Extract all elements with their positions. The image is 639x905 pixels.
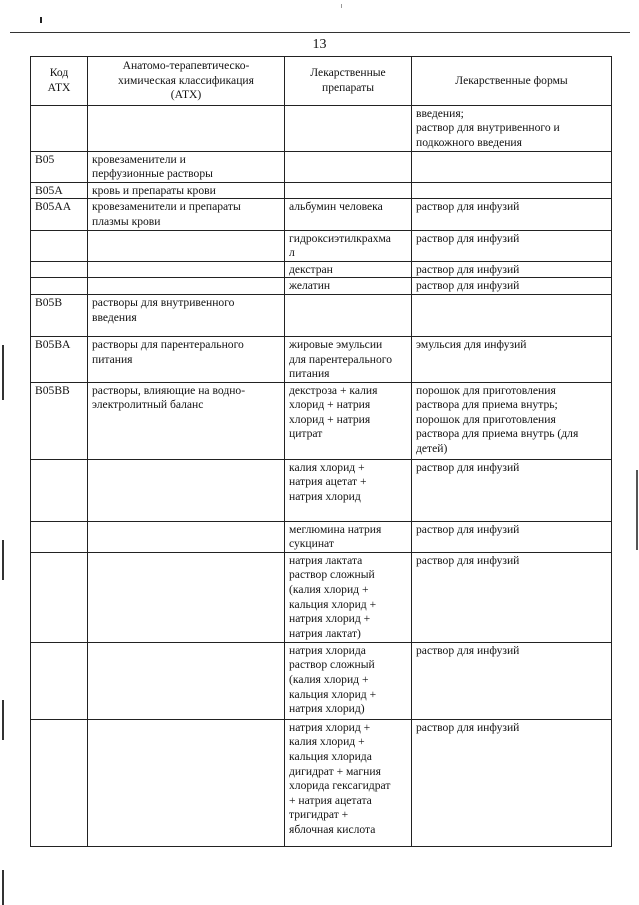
cell-text-line: натрия ацетат +	[289, 475, 367, 489]
atc-name-cell	[88, 294, 285, 336]
dosage-form-cell	[412, 294, 612, 336]
cell-text-line: натрия лактат)	[289, 626, 361, 640]
cell-text-line: питания	[92, 352, 133, 366]
cell-text-line: порошок для приготовления	[416, 412, 556, 426]
cell-text-line: растворы для внутривенного	[92, 295, 235, 309]
table-row	[31, 105, 612, 151]
drug-cell	[285, 552, 412, 642]
dosage-form-cell	[412, 552, 612, 642]
atc-name-cell	[88, 642, 285, 719]
atc-code-cell	[31, 151, 88, 182]
atc-name-cell	[88, 382, 285, 459]
cell-text-line: B05BB	[35, 383, 70, 397]
cell-text-line: B05BA	[35, 337, 71, 351]
header-text-line: Лекарственные формы	[455, 73, 568, 87]
atc-name-cell	[88, 230, 285, 261]
cell-text-line: детей)	[416, 442, 448, 456]
cell-text-line: раствор для инфузий	[416, 262, 520, 276]
cell-text-line: (калия хлорид +	[289, 583, 369, 597]
cell-text-line: раствор для инфузий	[416, 200, 520, 214]
table-header-row	[31, 57, 612, 106]
cell-text-line: B05B	[35, 295, 63, 309]
header-text-line: (АТХ)	[170, 88, 202, 102]
table-row	[31, 261, 612, 278]
dosage-form-cell	[412, 336, 612, 382]
table-row	[31, 382, 612, 459]
cell-text-line: калия хлорид +	[289, 460, 365, 474]
header-text-line: химическая классификация	[118, 73, 254, 87]
table-row	[31, 199, 612, 230]
atc-name-cell	[88, 182, 285, 199]
header-text-line: Лекарственные	[310, 66, 386, 80]
cell-text-line: порошок для приготовления	[416, 383, 556, 397]
dosage-form-cell	[412, 199, 612, 230]
cell-text-line: л	[289, 246, 295, 260]
atc-code-cell	[31, 719, 88, 846]
atc-code-cell	[31, 230, 88, 261]
scan-edge-mark	[2, 345, 4, 400]
cell-text-line: введения;	[416, 106, 464, 120]
cell-text-line: натрия хлорида	[289, 643, 366, 657]
table-row	[31, 294, 612, 336]
dosage-form-cell	[412, 459, 612, 521]
cell-text-line: кальция хлорид +	[289, 687, 377, 701]
dosage-form-cell	[412, 719, 612, 846]
atc-code-cell	[31, 459, 88, 521]
cell-text-line: дигидрат + магния	[289, 764, 381, 778]
table-row	[31, 552, 612, 642]
atc-name-cell	[88, 151, 285, 182]
header-code	[31, 57, 88, 106]
drug-cell	[285, 105, 412, 151]
cell-text-line: раствора для приема внутрь (для	[416, 427, 579, 441]
cell-text-line: хлорид + натрия	[289, 398, 371, 412]
cell-text-line: раствор для инфузий	[416, 553, 520, 567]
dosage-form-cell	[412, 261, 612, 278]
scan-edge-mark	[2, 540, 4, 580]
cell-text-line: введения	[92, 310, 137, 324]
cell-text-line: раствор для инфузий	[416, 720, 520, 734]
drug-cell	[285, 261, 412, 278]
table-row	[31, 230, 612, 261]
cell-text-line: для парентерального	[289, 352, 393, 366]
header-drugs	[285, 57, 412, 106]
cell-text-line: B05AA	[35, 200, 72, 214]
scan-edge-mark	[2, 870, 4, 905]
cell-text-line: раствор для инфузий	[416, 643, 520, 657]
drug-cell	[285, 182, 412, 199]
cell-text-line: питания	[289, 367, 330, 381]
dosage-form-cell	[412, 230, 612, 261]
header-text-line: Код	[49, 66, 69, 80]
cell-text-line: яблочная кислота	[289, 823, 376, 837]
cell-text-line: растворы, влияющие на водно-	[92, 383, 246, 397]
cell-text-line: эмульсия для инфузий	[416, 337, 527, 351]
table-body	[31, 105, 612, 846]
atc-code-cell	[31, 642, 88, 719]
atc-name-cell	[88, 105, 285, 151]
cell-text-line: кровь и препараты крови	[92, 183, 216, 197]
cell-text-line: альбумин человека	[289, 200, 383, 214]
cell-text-line: натрия лактата	[289, 553, 363, 567]
cell-text-line: декстроза + калия	[289, 383, 378, 397]
cell-text-line: кальция хлорид +	[289, 597, 377, 611]
cell-text-line: тригидрат +	[289, 808, 349, 822]
atc-code-cell	[31, 182, 88, 199]
drug-cell	[285, 230, 412, 261]
dosage-form-cell	[412, 182, 612, 199]
atc-code-cell	[31, 521, 88, 552]
table-row	[31, 719, 612, 846]
cell-text-line: натрия хлорид	[289, 489, 361, 503]
drug-cell	[285, 294, 412, 336]
table-row	[31, 642, 612, 719]
cell-text-line: перфузионные растворы	[92, 167, 213, 181]
cell-text-line: раствор для внутривенного и	[416, 121, 560, 135]
dosage-form-cell	[412, 278, 612, 295]
cell-text-line: кровезаменители и препараты	[92, 200, 241, 214]
cell-text-line: сукцинат	[289, 537, 334, 551]
cell-text-line: хлорид + натрия	[289, 412, 371, 426]
cell-text-line: раствор для инфузий	[416, 231, 520, 245]
atc-code-cell	[31, 261, 88, 278]
cell-text-line: хлорида гексагидрат	[289, 779, 391, 793]
cell-text-line: растворы для парентерального	[92, 337, 244, 351]
atc-table	[30, 56, 612, 847]
drug-cell	[285, 336, 412, 382]
cell-text-line: + натрия ацетата	[289, 793, 372, 807]
cell-text-line: кальция хлорида	[289, 750, 372, 764]
atc-code-cell	[31, 336, 88, 382]
dosage-form-cell	[412, 642, 612, 719]
header-dosage-forms	[412, 57, 612, 106]
drug-cell	[285, 278, 412, 295]
dosage-form-cell	[412, 521, 612, 552]
dosage-form-cell	[412, 105, 612, 151]
atc-name-cell	[88, 521, 285, 552]
cell-text-line: натрия хлорид +	[289, 720, 371, 734]
cell-text-line: (калия хлорид +	[289, 673, 369, 687]
cell-text-line: меглюмина натрия	[289, 522, 382, 536]
drug-cell	[285, 382, 412, 459]
dosage-form-cell	[412, 382, 612, 459]
cell-text-line: жировые эмульсии	[289, 337, 383, 351]
cell-text-line: плазмы крови	[92, 214, 161, 228]
header-atc-classification	[88, 57, 285, 106]
table-row	[31, 278, 612, 295]
scan-edge-mark	[636, 470, 638, 550]
cell-text-line: раствор для инфузий	[416, 460, 520, 474]
cell-text-line: раствор сложный	[289, 568, 375, 582]
atc-code-cell	[31, 382, 88, 459]
cell-text-line: гидроксиэтилкрахма	[289, 231, 391, 245]
table-row	[31, 459, 612, 521]
table-row	[31, 182, 612, 199]
atc-name-cell	[88, 719, 285, 846]
atc-name-cell	[88, 552, 285, 642]
drug-cell	[285, 151, 412, 182]
cell-text-line: подкожного введения	[416, 135, 522, 149]
header-text-line: Анатомо-терапевтическо-	[122, 59, 250, 72]
cell-text-line: электролитный баланс	[92, 398, 204, 412]
cell-text-line: кровезаменители и	[92, 152, 186, 166]
dosage-form-cell	[412, 151, 612, 182]
cell-text-line: цитрат	[289, 427, 323, 441]
scan-mark-top	[341, 4, 342, 8]
cell-text-line: калия хлорид +	[289, 735, 365, 749]
cell-text-line: натрия хлорид)	[289, 702, 365, 716]
cell-text-line: раствор сложный	[289, 658, 375, 672]
cell-text-line: B05A	[35, 183, 63, 197]
drug-cell	[285, 521, 412, 552]
cell-text-line: B05	[35, 152, 55, 166]
scan-edge-mark	[2, 700, 4, 740]
atc-name-cell	[88, 459, 285, 521]
cell-text-line: раствора для приема внутрь;	[416, 398, 558, 412]
atc-code-cell	[31, 105, 88, 151]
cell-text-line: декстран	[289, 262, 333, 276]
page-number: 13	[312, 37, 327, 52]
atc-name-cell	[88, 336, 285, 382]
cell-text-line: раствор для инфузий	[416, 279, 520, 293]
atc-code-cell	[31, 199, 88, 230]
atc-code-cell	[31, 552, 88, 642]
atc-name-cell	[88, 261, 285, 278]
atc-name-cell	[88, 199, 285, 230]
table-row	[31, 521, 612, 552]
drug-cell	[285, 459, 412, 521]
atc-code-cell	[31, 278, 88, 295]
cell-text-line: натрия хлорид +	[289, 612, 371, 626]
drug-cell	[285, 642, 412, 719]
atc-name-cell	[88, 278, 285, 295]
drug-cell	[285, 199, 412, 230]
header-rule	[10, 32, 630, 33]
drug-cell	[285, 719, 412, 846]
table-row	[31, 151, 612, 182]
header-text-line: АТХ	[47, 80, 71, 94]
atc-code-cell	[31, 294, 88, 336]
table-row	[31, 336, 612, 382]
cell-text-line: желатин	[289, 279, 331, 293]
header-text-line: препараты	[322, 80, 374, 94]
cell-text-line: раствор для инфузий	[416, 522, 520, 536]
scan-mark-dot	[40, 17, 42, 23]
